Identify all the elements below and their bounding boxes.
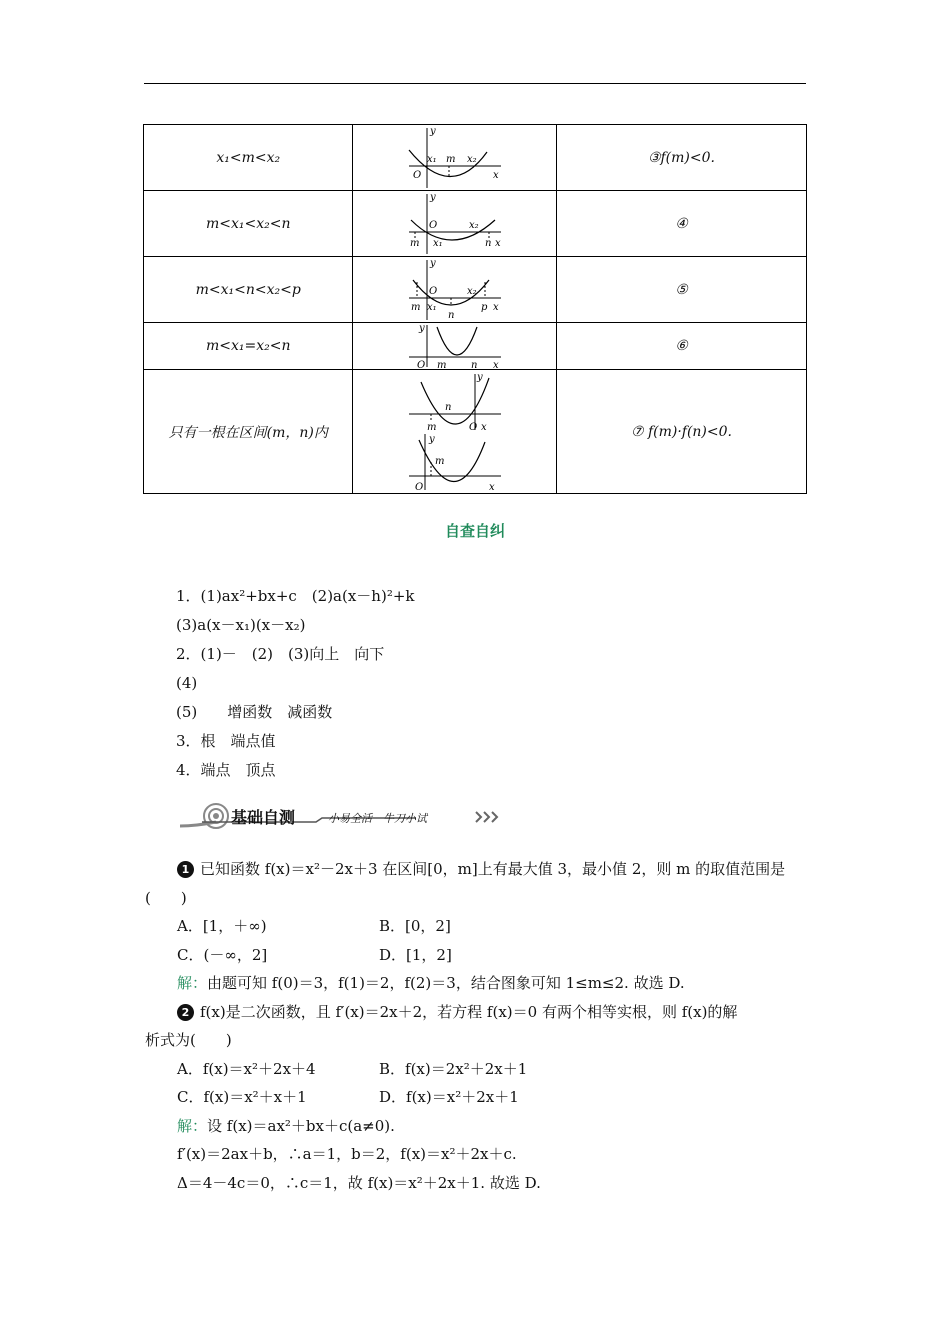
question-stem: 已知函数 f(x)＝x²－2x＋3 在区间[0，m]上有最大值 3，最小值 2，则 m 的取值范围是 (200, 860, 786, 878)
option-c: C．(－∞，2] (177, 945, 268, 964)
svg-text:x₁: x₁ (426, 153, 437, 165)
solution-line: f′(x)＝2ax＋b，∴a＝1，b＝2，f(x)＝x²＋2x＋c. (177, 1145, 517, 1163)
answer-line: (3)a(x－x₁)(x－x₂) (176, 616, 306, 634)
parabola-graph-1 (405, 126, 505, 190)
svg-text:y: y (476, 371, 483, 383)
svg-text:n: n (484, 237, 492, 249)
condition-cell: m<x₁<n<x₂<p (144, 257, 353, 323)
svg-text:y: y (429, 125, 436, 137)
answer-line: 3．根 端点值 (176, 732, 276, 750)
banner-subtitle: 小易全活 牛刀小试 (328, 812, 427, 825)
svg-text:y: y (428, 433, 435, 445)
condition-cell: 只有一根在区间(m，n)内 (144, 370, 353, 494)
svg-text:x₂: x₂ (466, 153, 477, 165)
table-row (144, 257, 807, 323)
svg-text:p: p (480, 301, 488, 313)
svg-text:n: n (444, 401, 452, 413)
svg-text:O: O (416, 360, 425, 371)
question-number-badge: 2 (177, 1004, 194, 1021)
svg-text:m: m (409, 237, 420, 249)
svg-text:x: x (492, 360, 499, 371)
table-row (144, 323, 807, 370)
graph-cell (353, 370, 556, 494)
option-a: A．f(x)＝x²＋2x＋4 (177, 1059, 316, 1078)
option-a: A．[1，＋∞) (177, 917, 267, 935)
solution (145, 1112, 810, 1141)
question-number-badge: 1 (177, 861, 194, 878)
question-stem-cont: 析式为( ) (145, 1031, 232, 1049)
parabola-graph-2 (405, 192, 505, 256)
parabola-graph-3 (405, 258, 505, 322)
option-b: B．f(x)＝2x²＋2x＋1 (379, 1059, 528, 1078)
graph-cell (353, 125, 556, 191)
question-stem: f(x)是二次函数，且 f′(x)＝2x＋2，若方程 f(x)＝0 有两个相等实根，则 f(x)的解 (200, 1002, 738, 1021)
exercise-section (145, 855, 810, 1197)
table-row (144, 191, 807, 257)
svg-text:O: O (428, 285, 437, 297)
solution-label: 解： (177, 1116, 208, 1135)
parabola-graph-5b (405, 432, 505, 492)
svg-text:x₂: x₂ (468, 219, 479, 231)
svg-text:O: O (414, 481, 423, 493)
condition-cell: m<x₁<x₂<n (144, 191, 353, 257)
graph-cell (353, 257, 556, 323)
svg-text:O: O (412, 169, 421, 181)
svg-text:x: x (488, 481, 495, 493)
svg-text:x: x (492, 301, 499, 313)
result-cell: ⑥ (556, 323, 806, 370)
solution-label: 解： (177, 974, 208, 992)
parabola-graph-4 (405, 323, 505, 369)
svg-text:m: m (445, 153, 456, 165)
answer-line: (5) 增函数 减函数 (176, 703, 333, 721)
svg-text:x₁: x₁ (426, 301, 437, 313)
svg-text:x₁: x₁ (432, 237, 443, 249)
question-1 (145, 855, 810, 884)
solution-text: 由题可知 f(0)＝3，f(1)＝2，f(2)＝3，结合图象可知 1≤m≤2. 故选 D. (207, 974, 685, 992)
solution (145, 969, 810, 998)
graph-cell (353, 191, 556, 257)
result-cell: ④ (556, 191, 806, 257)
result-cell: ⑤ (556, 257, 806, 323)
condition-cell: x₁<m<x₂ (144, 125, 353, 191)
result-cell: ③f(m)<0. (556, 125, 806, 191)
option-c: C．f(x)＝x²＋x＋1 (177, 1088, 307, 1106)
answer-line: (4) (176, 674, 198, 692)
svg-text:m: m (426, 421, 437, 433)
svg-text:n: n (470, 360, 478, 371)
svg-text:x: x (492, 169, 499, 181)
svg-text:x: x (494, 237, 501, 249)
option-b: B．[0，2] (379, 917, 451, 935)
svg-text:m: m (434, 455, 445, 467)
parabola-graph-5a (405, 372, 505, 432)
option-d: D．[1，2] (379, 945, 452, 964)
question-stem-cont: ( ) (145, 888, 187, 907)
section-banner (176, 800, 506, 834)
answer-line: 2．(1)－ (2) (3)向上 向下 (176, 645, 385, 663)
result-cell: ⑦ f(m)·f(n)<0. (556, 370, 806, 494)
svg-text:m: m (436, 360, 447, 371)
question-2 (145, 998, 810, 1027)
options-row (145, 912, 810, 941)
svg-text:y: y (429, 191, 436, 203)
svg-text:y: y (429, 257, 436, 269)
option-d: D．f(x)＝x²＋2x＋1 (379, 1088, 519, 1106)
table-row (144, 370, 807, 494)
answer-line: 1．(1)ax²+bx+c (2)a(x－h)²+k (176, 587, 415, 605)
options-row (145, 941, 810, 970)
root-distribution-table (143, 124, 807, 494)
svg-text:x: x (480, 421, 487, 433)
svg-text:O: O (468, 421, 477, 433)
svg-text:x₂: x₂ (466, 285, 477, 297)
answer-line: 4．端点 顶点 (176, 761, 276, 779)
section-title: 自查自纠 (444, 522, 505, 540)
svg-text:y: y (418, 323, 425, 334)
svg-text:m: m (410, 301, 421, 313)
header-rule (144, 83, 806, 84)
svg-text:n: n (447, 309, 455, 321)
banner-title: 基础自测 (231, 808, 296, 827)
options-row (145, 1055, 810, 1084)
svg-text:O: O (428, 219, 437, 231)
self-check-answers (176, 582, 415, 785)
condition-cell: m<x₁=x₂<n (144, 323, 353, 370)
solution-line: Δ＝4－4c＝0，∴c＝1，故 f(x)＝x²＋2x＋1. 故选 D. (177, 1173, 541, 1192)
solution-text: 设 f(x)＝ax²＋bx＋c(a≠0). (207, 1116, 395, 1135)
table-row (144, 125, 807, 191)
graph-cell (353, 323, 556, 370)
options-row (145, 1083, 810, 1112)
